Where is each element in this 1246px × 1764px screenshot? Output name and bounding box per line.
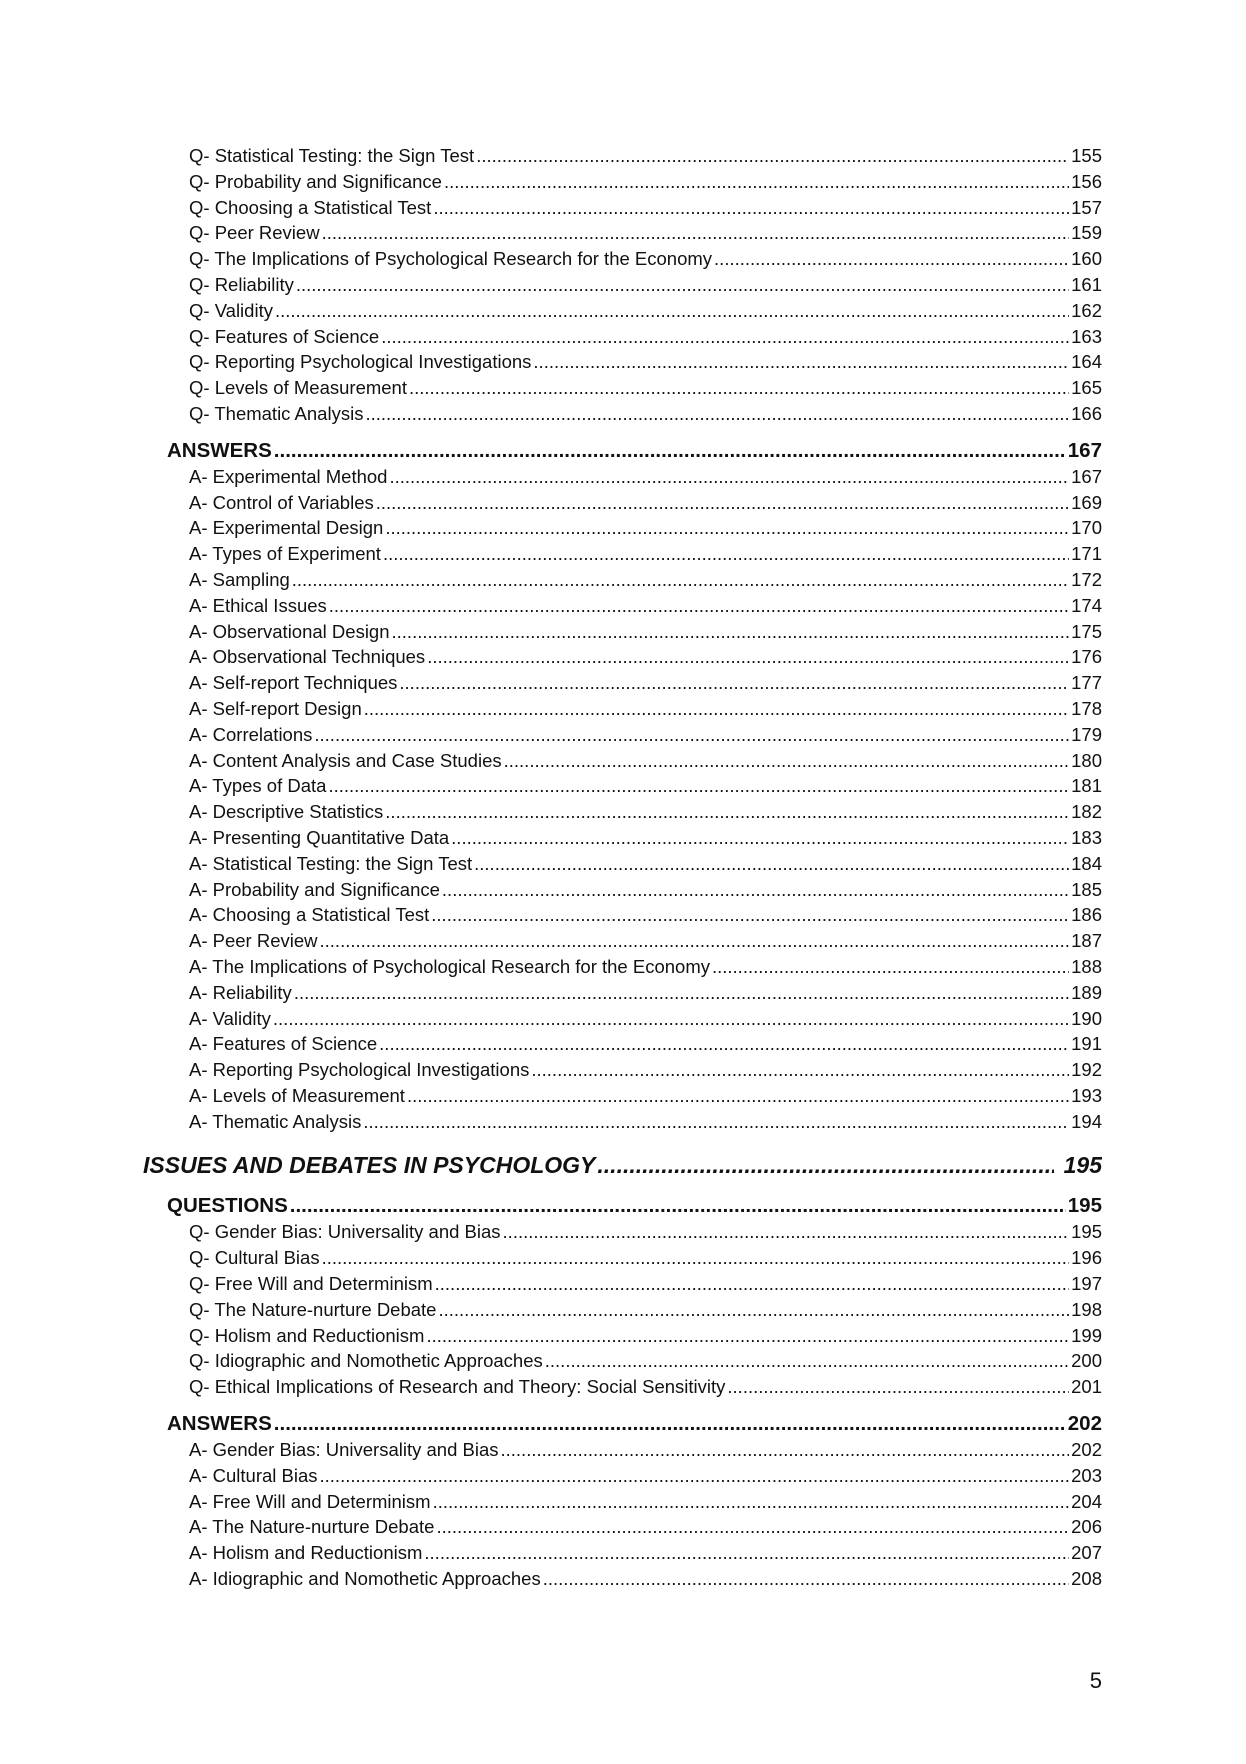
toc-entry[interactable] (189, 928, 1102, 954)
toc-entry[interactable] (189, 696, 1102, 722)
toc-entry[interactable] (189, 1348, 1102, 1374)
toc-entry[interactable] (189, 773, 1102, 799)
dot-leader (442, 877, 1069, 903)
toc-entry-title: Q- Gender Bias: Universality and Bias (189, 1221, 501, 1243)
toc-entry-page: 185 (1071, 878, 1102, 900)
toc-entry-page: 192 (1071, 1059, 1102, 1081)
dot-leader (433, 195, 1069, 221)
toc-entry-page: 196 (1071, 1247, 1102, 1269)
toc-entry[interactable] (189, 1297, 1102, 1323)
toc-entry-page: 178 (1071, 697, 1102, 719)
toc-entry-page: 195 (1071, 1221, 1102, 1243)
toc-entry-title: Q- Free Will and Determinism (189, 1273, 433, 1295)
toc-entry[interactable] (189, 825, 1102, 851)
dot-leader (399, 670, 1069, 696)
toc-entry[interactable] (189, 324, 1102, 350)
toc-entry[interactable] (189, 515, 1102, 541)
dot-leader (383, 541, 1069, 567)
toc-entry-title: QUESTIONS (167, 1194, 288, 1218)
toc-entry-page: 199 (1071, 1324, 1102, 1346)
toc-entry[interactable] (189, 1514, 1102, 1540)
toc-section (143, 1148, 1102, 1182)
toc-section (143, 437, 1102, 1135)
toc-entry-title: A- Peer Review (189, 930, 318, 952)
toc-entry-page: 193 (1071, 1084, 1102, 1106)
toc-entry[interactable] (189, 877, 1102, 903)
toc-entry-page: 180 (1071, 749, 1102, 771)
dot-leader (407, 1083, 1069, 1109)
toc-entry-page: 174 (1071, 594, 1102, 616)
toc-entry-page: 188 (1071, 955, 1102, 977)
toc-entry-title: A- Holism and Reductionism (189, 1542, 423, 1564)
toc-entry-title: A- Self-report Techniques (189, 672, 398, 694)
dot-leader (424, 1540, 1069, 1566)
toc-entry-page: 201 (1071, 1376, 1102, 1398)
toc-entry-title: Q- Idiographic and Nomothetic Approaches (189, 1350, 543, 1372)
toc-entry-title: A- Sampling (189, 568, 290, 590)
toc-entry[interactable] (189, 1271, 1102, 1297)
toc-entry[interactable] (189, 490, 1102, 516)
toc-entry-page: 170 (1071, 517, 1102, 539)
toc-entry-page: 202 (1067, 1412, 1102, 1436)
dot-leader (296, 272, 1069, 298)
dot-leader (328, 773, 1069, 799)
table-of-contents (143, 143, 1102, 1592)
toc-entry-title: A- Presenting Quantitative Data (189, 826, 450, 848)
toc-entry-page: 182 (1071, 801, 1102, 823)
toc-entry-page: 195 (1067, 1194, 1102, 1218)
toc-entry[interactable] (189, 1540, 1102, 1566)
toc-entry-title: A- Statistical Testing: the Sign Test (189, 852, 473, 874)
toc-entry[interactable] (189, 670, 1102, 696)
dot-leader (451, 825, 1069, 851)
toc-entry-page: 204 (1071, 1490, 1102, 1512)
toc-entry-title: A- Cultural Bias (189, 1464, 318, 1486)
toc-entry-page: 167 (1067, 438, 1102, 462)
toc-entry-title: A- Idiographic and Nomothetic Approaches (189, 1568, 541, 1590)
toc-entry-title: A- Reporting Psychological Investigations (189, 1059, 530, 1081)
toc-entry-page: 175 (1071, 620, 1102, 642)
dot-leader (385, 515, 1069, 541)
dot-leader (314, 722, 1069, 748)
toc-entry-page: 176 (1071, 646, 1102, 668)
toc-entry[interactable] (189, 567, 1102, 593)
toc-entry-title: A- Choosing a Statistical Test (189, 904, 430, 926)
toc-entry[interactable] (189, 298, 1102, 324)
toc-entry-page: 162 (1071, 299, 1102, 321)
toc-entry-page: 200 (1071, 1350, 1102, 1372)
toc-entry-page: 163 (1071, 325, 1102, 347)
dot-leader (712, 954, 1069, 980)
toc-entry[interactable] (189, 1437, 1102, 1463)
dot-leader (364, 696, 1069, 722)
toc-entry[interactable] (189, 851, 1102, 877)
dot-leader (533, 349, 1069, 375)
dot-leader (379, 1031, 1069, 1057)
toc-entry-page: 208 (1071, 1568, 1102, 1590)
toc-entry-page: 198 (1071, 1298, 1102, 1320)
toc-entry-title: Q- Validity (189, 299, 273, 321)
toc-entry-page: 159 (1071, 222, 1102, 244)
dot-leader (444, 169, 1069, 195)
toc-entry-title: Q- Holism and Reductionism (189, 1324, 425, 1346)
toc-entry[interactable] (189, 1006, 1102, 1032)
toc-entry-title: A- Self-report Design (189, 697, 362, 719)
toc-entry[interactable] (189, 169, 1102, 195)
toc-entry-page: 202 (1071, 1439, 1102, 1461)
toc-entry[interactable] (189, 375, 1102, 401)
toc-entry[interactable] (189, 619, 1102, 645)
toc-entry-page: 206 (1071, 1516, 1102, 1538)
toc-entry-page: 155 (1071, 145, 1102, 166)
dot-leader (274, 437, 1066, 464)
dot-leader (381, 324, 1069, 350)
toc-entry[interactable] (189, 644, 1102, 670)
dot-leader (392, 619, 1070, 645)
toc-entry[interactable] (189, 1219, 1102, 1245)
toc-entry-title: Q- Peer Review (189, 222, 320, 244)
page-number: 5 (1089, 1668, 1102, 1693)
toc-entry-title: A- Experimental Method (189, 465, 388, 487)
toc-entry-page: 194 (1071, 1110, 1102, 1132)
toc-entry-page: 156 (1071, 170, 1102, 192)
dot-leader (320, 1463, 1070, 1489)
toc-section-heading[interactable] (167, 1192, 1102, 1219)
toc-entry[interactable] (189, 1245, 1102, 1271)
dot-leader (329, 593, 1069, 619)
toc-entry[interactable] (189, 1463, 1102, 1489)
toc-entry-page: 164 (1071, 351, 1102, 373)
toc-entry-title: Q- Thematic Analysis (189, 402, 364, 424)
toc-entry-page: 166 (1071, 402, 1102, 424)
toc-entry-page: 177 (1071, 672, 1102, 694)
toc-section (143, 1410, 1102, 1592)
dot-leader (474, 851, 1069, 877)
toc-entry-title: A- Experimental Design (189, 517, 384, 539)
dot-leader (365, 401, 1069, 427)
toc-entry-page: 189 (1071, 981, 1102, 1003)
toc-entry-page: 203 (1071, 1464, 1102, 1486)
toc-section-heading[interactable] (167, 437, 1102, 464)
toc-entry-title: A- The Implications of Psychological Research for the Economy (189, 955, 710, 977)
toc-entry[interactable] (189, 1109, 1102, 1135)
toc-entry-title: A- Reliability (189, 981, 292, 1003)
toc-entry-page: 171 (1071, 543, 1102, 565)
toc-entry-page: 160 (1071, 248, 1102, 270)
toc-entry[interactable] (189, 220, 1102, 246)
toc-entry-title: Q- The Nature-nurture Debate (189, 1298, 437, 1320)
dot-leader (545, 1348, 1069, 1374)
toc-entry-page: 184 (1071, 852, 1102, 874)
dot-leader (389, 464, 1069, 490)
toc-entry-title: A- Observational Design (189, 620, 390, 642)
toc-entry-title: A- Types of Experiment (189, 543, 381, 565)
toc-section (143, 1192, 1102, 1400)
toc-entry-title: Q- Probability and Significance (189, 170, 442, 192)
toc-entry-title: ISSUES AND DEBATES IN PSYCHOLOGY (143, 1152, 596, 1179)
toc-entry[interactable] (189, 1057, 1102, 1083)
toc-entry-page: 207 (1071, 1542, 1102, 1564)
toc-entry-title: A- Features of Science (189, 1033, 378, 1055)
toc-entry[interactable] (189, 401, 1102, 427)
toc-entry-page: 191 (1071, 1033, 1102, 1055)
toc-entry-page: 197 (1071, 1273, 1102, 1295)
toc-chapter-heading[interactable] (143, 1148, 1102, 1182)
dot-leader (363, 1109, 1069, 1135)
dot-leader (320, 928, 1070, 954)
toc-entry-title: Q- Features of Science (189, 325, 380, 347)
toc-entry[interactable] (189, 593, 1102, 619)
toc-entry[interactable] (189, 1374, 1102, 1400)
toc-entry-title: A- Validity (189, 1007, 271, 1029)
toc-entry[interactable] (189, 954, 1102, 980)
toc-section-heading[interactable] (167, 1410, 1102, 1437)
toc-entry-page: 181 (1071, 775, 1102, 797)
toc-entry-page: 169 (1071, 491, 1102, 513)
toc-entry-page: 167 (1071, 465, 1102, 487)
dot-leader (435, 1271, 1069, 1297)
toc-entry-page: 161 (1071, 273, 1102, 295)
toc-entry-page: 165 (1071, 377, 1102, 399)
toc-entry-title: A- Types of Data (189, 775, 327, 797)
toc-entry[interactable] (189, 1323, 1102, 1349)
toc-entry[interactable] (189, 1489, 1102, 1515)
dot-leader (431, 902, 1069, 928)
toc-entry-title: Q- The Implications of Psychological Research for the Economy (189, 248, 713, 270)
dot-leader (426, 1323, 1069, 1349)
dot-leader (294, 980, 1069, 1006)
toc-entry-page: 179 (1071, 723, 1102, 745)
toc-entry-page: 157 (1071, 196, 1102, 218)
toc-entry[interactable] (189, 722, 1102, 748)
dot-leader (322, 220, 1070, 246)
toc-entry[interactable] (189, 464, 1102, 490)
dot-leader (273, 1006, 1069, 1032)
toc-entry-page: 195 (1063, 1152, 1102, 1179)
toc-entry-page: 172 (1071, 568, 1102, 590)
toc-entry[interactable] (189, 902, 1102, 928)
toc-entry-title: A- Correlations (189, 723, 313, 745)
dot-leader (597, 1148, 1053, 1182)
toc-entry-title: A- Thematic Analysis (189, 1110, 362, 1132)
dot-leader (543, 1566, 1069, 1592)
toc-entry-page: 190 (1071, 1007, 1102, 1029)
dot-leader (322, 1245, 1070, 1271)
toc-entry-page: 186 (1071, 904, 1102, 926)
toc-entry-title: A- Content Analysis and Case Studies (189, 749, 502, 771)
toc-entry-title: A- Control of Variables (189, 491, 374, 513)
dot-leader (714, 246, 1069, 272)
dot-leader (501, 1437, 1070, 1463)
dot-leader (438, 1297, 1069, 1323)
toc-entry-title: Q- Reporting Psychological Investigations (189, 351, 532, 373)
toc-entry[interactable] (189, 1031, 1102, 1057)
toc-entry[interactable] (189, 349, 1102, 375)
dot-leader (290, 1192, 1066, 1219)
dot-leader (427, 644, 1069, 670)
toc-entry-title: Q- Levels of Measurement (189, 377, 407, 399)
dot-leader (727, 1374, 1069, 1400)
toc-entry[interactable] (189, 272, 1102, 298)
toc-entry-title: A- Free Will and Determinism (189, 1490, 431, 1512)
toc-entry[interactable] (189, 980, 1102, 1006)
toc-entry[interactable] (189, 1566, 1102, 1592)
toc-entry-title: A- Descriptive Statistics (189, 801, 384, 823)
toc-entry[interactable] (189, 1083, 1102, 1109)
toc-entry-title: ANSWERS (167, 438, 272, 462)
toc-entry-page: 187 (1071, 930, 1102, 952)
dot-leader (436, 1514, 1069, 1540)
toc-entry-title: A- Levels of Measurement (189, 1084, 405, 1106)
toc-entry-title: A- Observational Techniques (189, 646, 426, 668)
dot-leader (476, 143, 1069, 169)
dot-leader (504, 748, 1070, 774)
toc-entry-title: A- Ethical Issues (189, 594, 327, 616)
dot-leader (275, 298, 1069, 324)
toc-entry-title: Q- Statistical Testing: the Sign Test (189, 145, 475, 166)
toc-entry-title: Q- Cultural Bias (189, 1247, 320, 1269)
toc-section (143, 143, 1102, 427)
toc-entry[interactable] (189, 541, 1102, 567)
toc-entry-title: Q- Choosing a Statistical Test (189, 196, 432, 218)
dot-leader (503, 1219, 1070, 1245)
toc-entry-title: A- The Nature-nurture Debate (189, 1516, 435, 1538)
dot-leader (409, 375, 1069, 401)
toc-entry-title: A- Gender Bias: Universality and Bias (189, 1439, 499, 1461)
toc-entry[interactable] (189, 246, 1102, 272)
toc-entry-title: A- Probability and Significance (189, 878, 440, 900)
toc-entry-title: Q- Ethical Implications of Research and Theory: Social Sensitivity (189, 1376, 726, 1398)
toc-entry[interactable] (189, 143, 1102, 169)
toc-entry-page: 183 (1071, 826, 1102, 848)
dot-leader (385, 799, 1069, 825)
toc-entry-title: ANSWERS (167, 1412, 272, 1436)
dot-leader (531, 1057, 1069, 1083)
dot-leader (274, 1410, 1066, 1437)
toc-entry[interactable] (189, 195, 1102, 221)
dot-leader (433, 1489, 1070, 1515)
dot-leader (292, 567, 1069, 593)
toc-entry-title: Q- Reliability (189, 273, 294, 295)
toc-entry[interactable] (189, 748, 1102, 774)
toc-entry[interactable] (189, 799, 1102, 825)
dot-leader (376, 490, 1069, 516)
